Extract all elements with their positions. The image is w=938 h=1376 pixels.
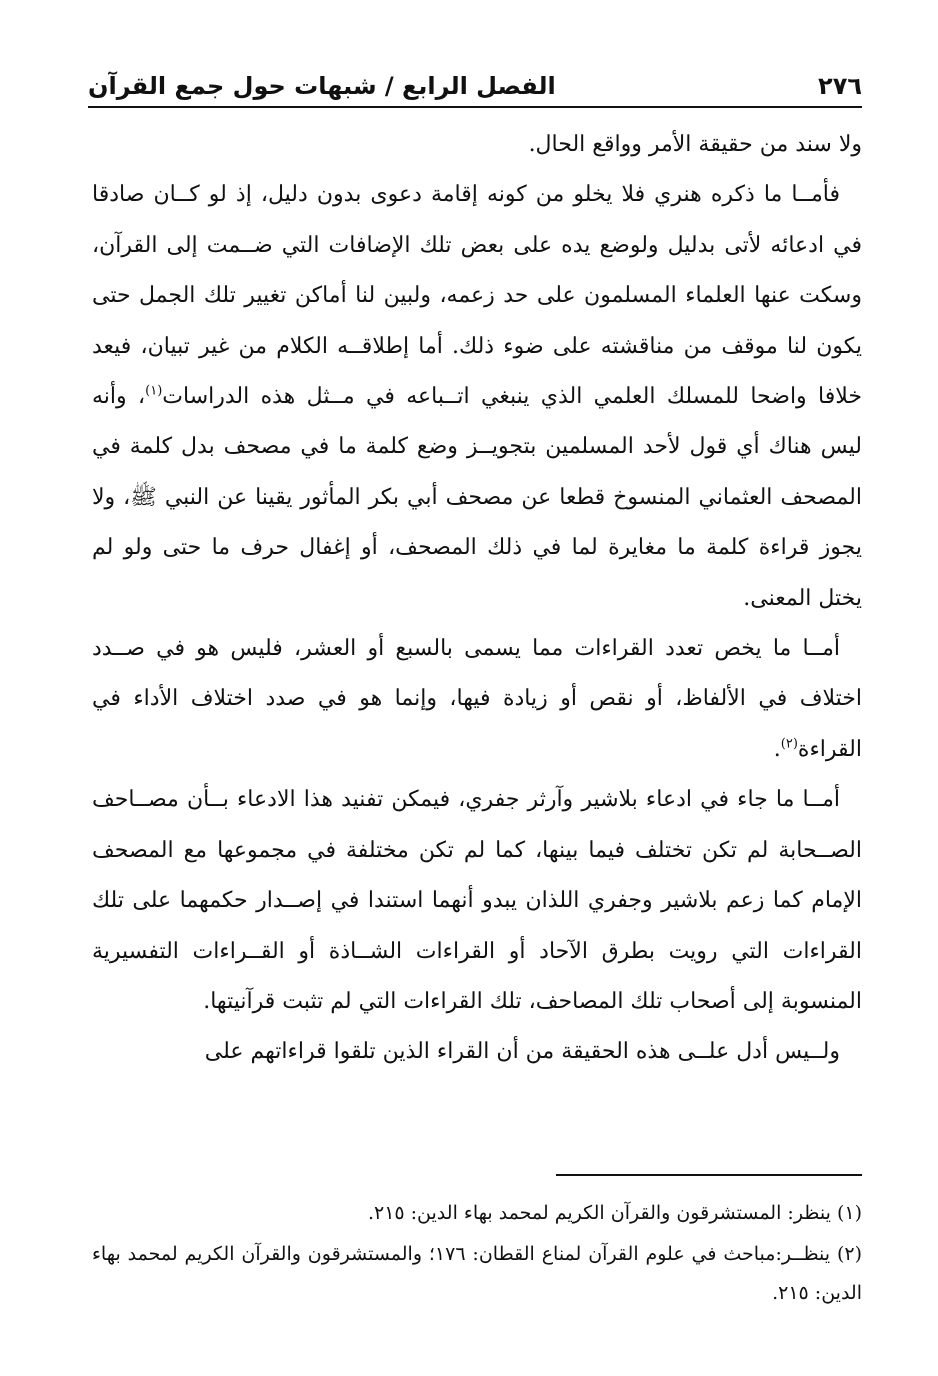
running-title: الفصل الرابع / شبهات حول جمع القرآن	[88, 72, 556, 100]
paragraph: فأمــا ما ذكره هنري فلا يخلو من كونه إقامة دعوى بدون دليل، إذ لو كــان صادقا في ادعائه لأتى بدليل ولوضع يده على بعض تلك الإضافات التي ضــمت إلى القرآن، وسكت عنها العلماء المسلمون على حد زعمه، ولبين لنا أماكن تغيير تلك الجمل حتى يكون لنا موقف من مناقشته على ضوء ذلك. أما إطلاقــه الكلام من غير تبيان، فيعد خلافا واضحا للمسلك العلمي الذي ينبغي اتــباعه في مــثل هذه الدراسات$^{(١)}$، وأنه ليس هناك أي قول لأحد المسلمين بتجويــز وضع كلمة ما في مصحف بدل كلمة في المصحف العثماني المنسوخ قطعا عن مصحف أبي بكر المأثور يقينا عن النبي ﷺ، ولا يجوز قراءة كلمة ما مغايرة لما في ذلك المصحف، أو إغفال حرف ما حتى ولو لم يختل المعنى.	[92, 182, 862, 611]
page-header	[88, 66, 862, 106]
paragraph: أمــا ما جاء في ادعاء بلاشير وآرثر جفري، فيمكن تفنيد هذا الادعاء بــأن مصــاحف الصــحابة لم تكن تختلف فيما بينها، كما لم تكن مختلفة في مجموعها مع المصحف الإمام كما زعم بلاشير وجفري اللذان يبدو أنهما استندا في إصــدار حكمهما على تلك القراءات التي رويت بطرق الآحاد أو القراءات الشــاذة أو القــراءات التفسيرية المنسوبة إلى أصحاب تلك المصاحف، تلك القراءات التي لم تثبت قرآنيتها.	[92, 787, 862, 1014]
footnote: (١) ينظر: المستشرقون والقرآن الكريم لمحمد بهاء الدين: ٢١٥.	[367, 1202, 862, 1224]
footnote-ref: (١)	[145, 383, 163, 399]
page-number: ٢٧٦	[818, 72, 862, 100]
footnotes	[92, 1194, 862, 1315]
paragraph: ولــيس أدل علــى هذه الحقيقة من أن القراء الذين تلقوا قراءاتهم على	[204, 1039, 840, 1065]
header-rule	[88, 106, 862, 108]
main-text	[92, 120, 862, 1078]
footnote-separator	[556, 1174, 862, 1176]
paragraph: ولا سند من حقيقة الأمر وواقع الحال.	[528, 132, 862, 157]
paragraph: أمــا ما يخص تعدد القراءات مما يسمى بالسبع أو العشر، فليس هو في صــدد اختلاف في الألفاظ، أو نقص أو زيادة فيها، وإنما هو في صدد اختلاف الأداء في القراءة$^{(٢)}$.	[92, 636, 862, 762]
footnote-ref: (٢)	[780, 736, 798, 752]
footnote: (٢) ينظــر:مباحث في علوم القرآن لمناع القطان: ١٧٦؛ والمستشرقون والقرآن الكريم لمحمد بهاء الدين: ٢١٥.	[92, 1243, 862, 1304]
